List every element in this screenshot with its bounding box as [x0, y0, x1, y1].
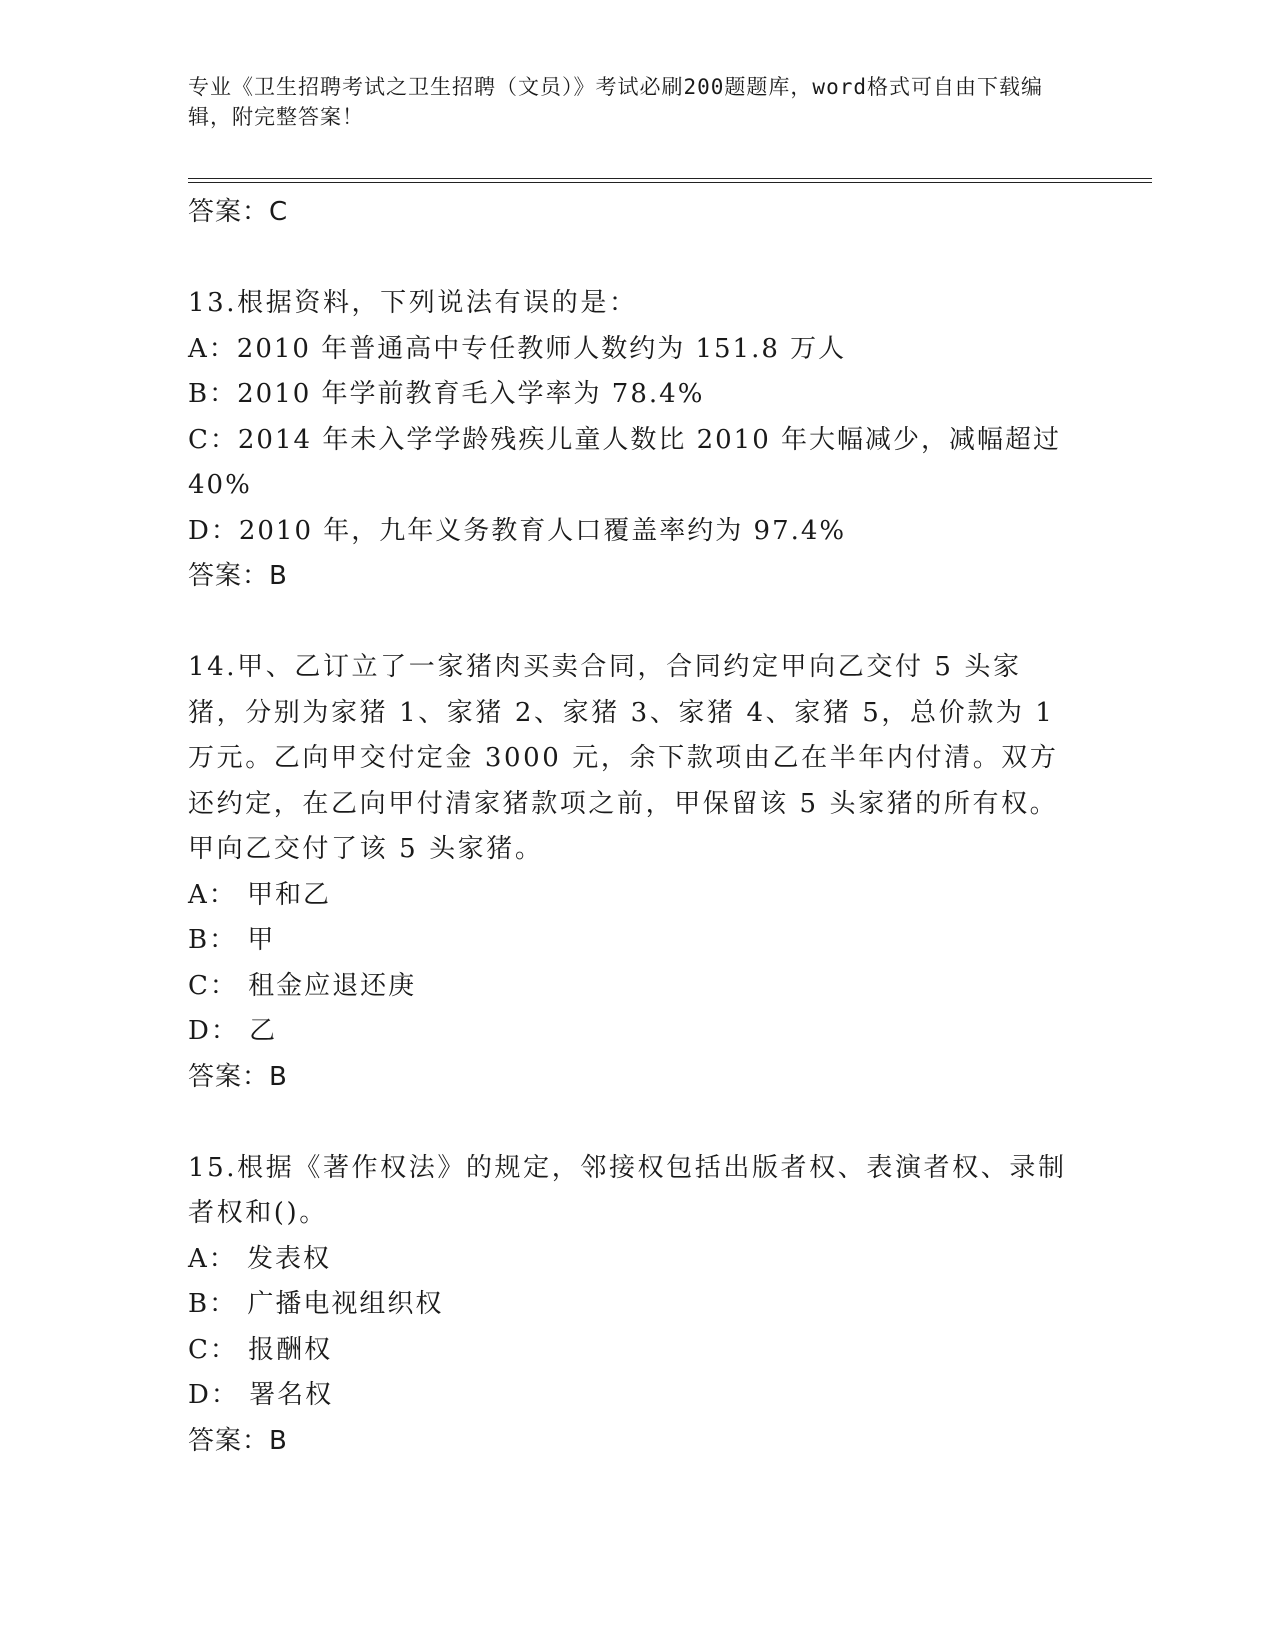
question-list: [188, 190, 1088, 1464]
spacer: [188, 600, 1088, 646]
answer-line-12: 答案：C: [188, 197, 289, 227]
spacer: [188, 1100, 1088, 1146]
option-b: B： 甲: [188, 925, 276, 955]
answer-line: 答案：B: [188, 561, 288, 591]
option-d: D： 署名权: [188, 1380, 334, 1410]
question-15: [188, 1146, 1088, 1465]
option-c: C： 租金应退还庚: [188, 970, 417, 1001]
option-a: A： 甲和乙: [188, 879, 332, 910]
header-divider-top: [188, 178, 1152, 179]
spacer: [188, 236, 1088, 282]
question-13: [188, 281, 1088, 600]
answer-line: 答案：B: [188, 1061, 288, 1092]
option-a: A：2010 年普通高中专任教师人数约为 151.8 万人: [188, 333, 847, 364]
question-text: 15.根据《著作权法》的规定，邻接权包括出版者权、表演者权、录制者权和()。: [188, 1152, 1067, 1228]
option-c: C：2014 年未入学学龄残疾儿童人数比 2010 年大幅减少，减幅超过: [188, 424, 1062, 455]
question-text: 13.根据资料，下列说法有误的是：: [188, 288, 638, 318]
option-d: D： 乙: [188, 1016, 278, 1046]
option-c-continued: 40%: [188, 470, 252, 500]
option-a: A： 发表权: [188, 1243, 332, 1274]
option-c: C： 报酬权: [188, 1334, 333, 1365]
option-b: B： 广播电视组织权: [188, 1289, 444, 1319]
header-divider-bottom: [188, 182, 1152, 183]
option-d: D：2010 年，九年义务教育人口覆盖率约为 97.4%: [188, 515, 847, 546]
page-header: 专业《卫生招聘考试之卫生招聘（文员）》考试必刷200题题库，word格式可自由下载编辑，附完整答案！: [188, 75, 1043, 129]
question-14: [188, 645, 1088, 1100]
question-text: 14.甲、乙订立了一家猪肉买卖合同，合同约定甲向乙交付 5 头家猪，分别为家猪 1、家猪 2、家猪 3、家猪 4、家猪 5，总价款为 1 万元。乙向甲交付定金 3000 元，余下款项由乙在半年内付清。双方还约定，在乙向甲付清家猪款项之前，甲保留该 5 头家猪的所有权。甲向乙交付了该 5 头家猪。: [188, 652, 1059, 864]
answer-line: 答案：B: [188, 1425, 288, 1456]
option-b: B：2010 年学前教育毛入学率为 78.4%: [188, 379, 705, 409]
